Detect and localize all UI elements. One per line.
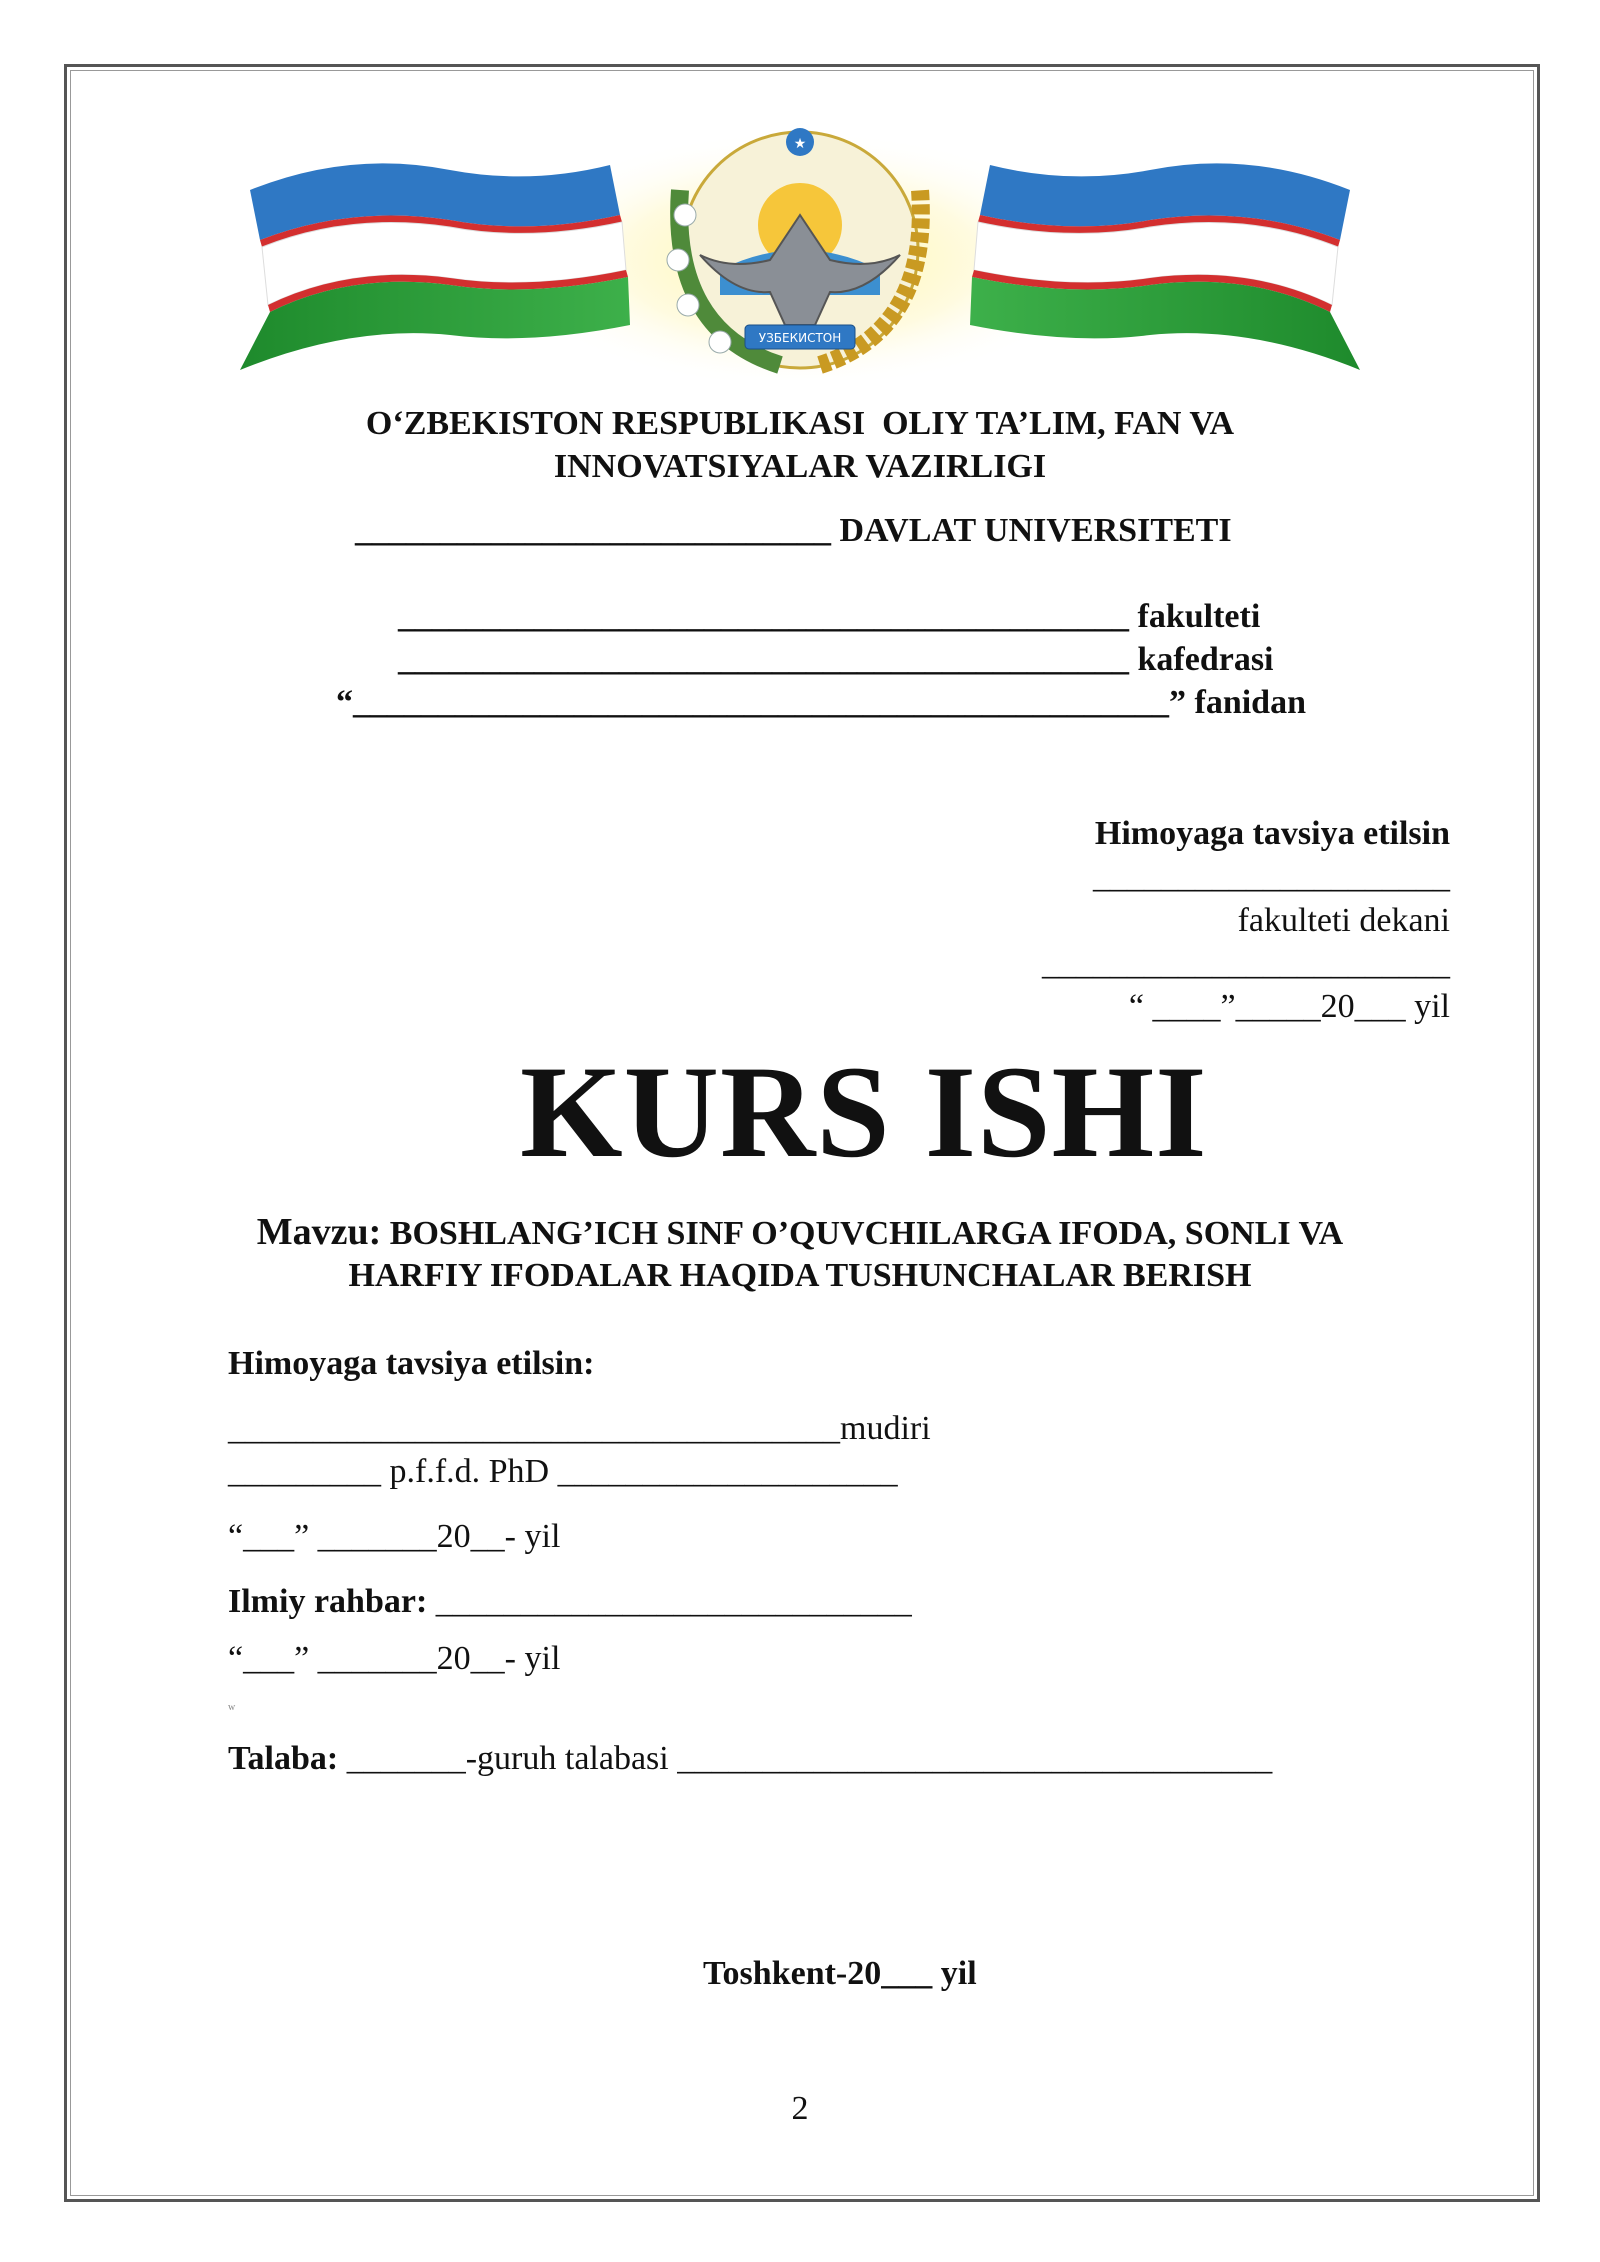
- dean-name-blank: ________________________: [1042, 945, 1450, 982]
- ministry-line-2: INNOVATSIYALAR VAZIRLIGI: [553, 448, 1047, 485]
- subject-line: “________________________________________________” fanidan: [336, 684, 1306, 721]
- emblem-ribbon-text: УЗБЕКИСТОН: [758, 331, 842, 345]
- advisor-label: Ilmiy rahbar:: [228, 1583, 428, 1620]
- topic-line-1: [0, 1210, 1600, 1254]
- topic-text-1: BOSHLANG’ICH SINF O’QUVCHILARGA IFODA, SONLI VA: [389, 1215, 1344, 1252]
- dean-signature-blank: _____________________: [1093, 858, 1450, 895]
- advisor-blank: ____________________________: [427, 1583, 912, 1620]
- small-mark: w: [228, 1702, 236, 1713]
- dean-role: fakulteti dekani: [1237, 902, 1450, 939]
- department-line: ___________________________________________ kafedrasi: [398, 641, 1274, 678]
- head-block-title: Himoyaga tavsiya etilsin:: [228, 1345, 595, 1382]
- student-label: Talaba:: [228, 1740, 339, 1777]
- topic-line-2: HARFIY IFODALAR HAQIDA TUSHUNCHALAR BERISH: [348, 1257, 1252, 1294]
- student-text: _______-guruh talabasi ___________________________________: [338, 1740, 1273, 1777]
- head-phd-line: _________ p.f.f.d. PhD ____________________: [228, 1453, 898, 1490]
- ministry-line-1: O‘ZBEKISTON RESPUBLIKASI OLIY TA’LIM, FAN VA: [365, 405, 1235, 442]
- page-number: 2: [791, 2090, 809, 2127]
- topic-label: Mavzu:: [256, 1211, 382, 1253]
- student-line: [228, 1740, 1272, 1778]
- svg-text:★: ★: [793, 136, 807, 152]
- head-date: “___” _______20__- yil: [228, 1518, 561, 1555]
- faculty-line: ___________________________________________ fakulteti: [398, 598, 1261, 635]
- dean-date: “ ____”_____20___ yil: [1128, 988, 1450, 1025]
- document-title: KURS ISHI: [520, 1038, 1208, 1185]
- state-emblem-banner: [230, 120, 1370, 380]
- head-mudiri-line: ____________________________________mudiri: [228, 1410, 931, 1447]
- place-year: Toshkent-20___ yil: [703, 1955, 977, 1992]
- dean-block-title: Himoyaga tavsiya etilsin: [1094, 815, 1450, 852]
- advisor-date: “___” _______20__- yil: [228, 1640, 561, 1677]
- university-line: ____________________________ DAVLAT UNIVERSITETI: [355, 512, 1232, 549]
- advisor-line: [228, 1583, 912, 1621]
